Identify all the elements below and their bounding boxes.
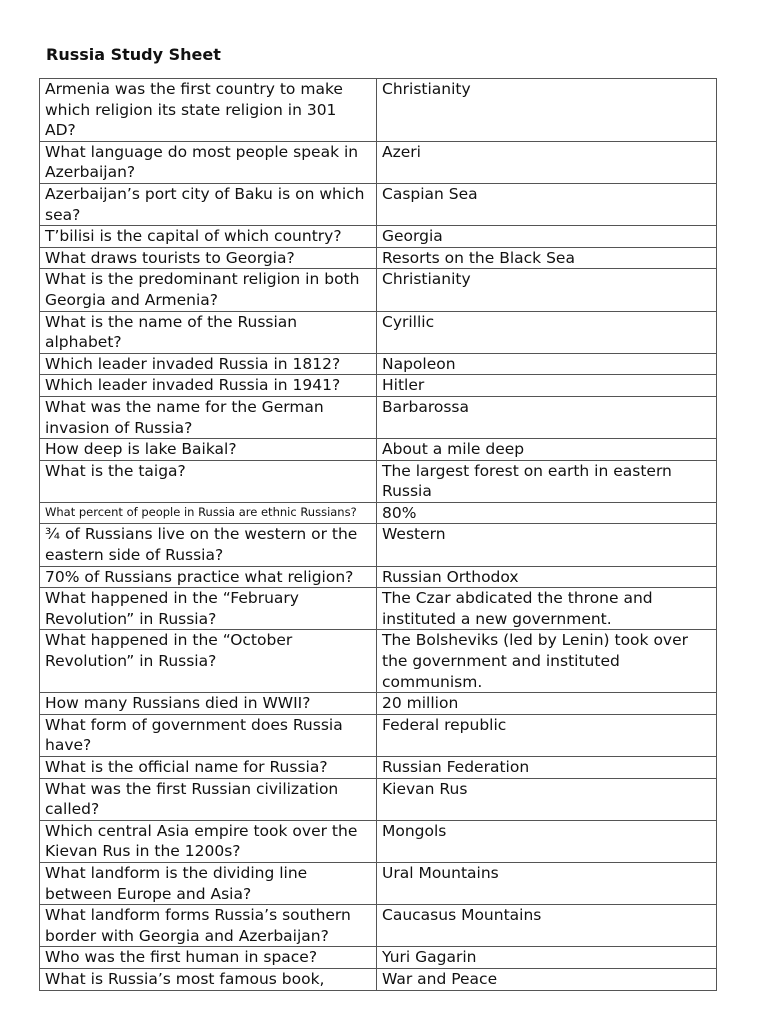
- table-row: [40, 353, 717, 375]
- answer-cell: Caucasus Mountains: [377, 905, 717, 947]
- question-cell: Azerbaijan’s port city of Baku is on which sea?: [40, 183, 377, 225]
- table-row: [40, 79, 717, 142]
- table-row: [40, 968, 717, 990]
- answer-cell: Barbarossa: [377, 396, 717, 438]
- question-cell: How many Russians died in WWII?: [40, 693, 377, 715]
- answer-cell: The largest forest on earth in eastern Russia: [377, 460, 717, 502]
- table-row: [40, 630, 717, 693]
- question-cell: What landform is the dividing line between Europe and Asia?: [40, 862, 377, 904]
- table-row: [40, 460, 717, 502]
- question-cell: What draws tourists to Georgia?: [40, 247, 377, 269]
- question-cell: What form of government does Russia have?: [40, 714, 377, 756]
- table-row: [40, 862, 717, 904]
- question-cell: What landform forms Russia’s southern border with Georgia and Azerbaijan?: [40, 905, 377, 947]
- answer-cell: Ural Mountains: [377, 862, 717, 904]
- study-table-body: [40, 79, 717, 991]
- table-row: [40, 693, 717, 715]
- question-cell: What language do most people speak in Azerbaijan?: [40, 141, 377, 183]
- answer-cell: Christianity: [377, 269, 717, 311]
- question-cell: Which central Asia empire took over the Kievan Rus in the 1200s?: [40, 820, 377, 862]
- page-title: Russia Study Sheet: [46, 45, 221, 64]
- question-cell: What is the predominant religion in both Georgia and Armenia?: [40, 269, 377, 311]
- table-row: [40, 566, 717, 588]
- question-cell: What happened in the “February Revolution” in Russia?: [40, 588, 377, 630]
- table-row: [40, 439, 717, 461]
- table-row: [40, 502, 717, 524]
- table-row: [40, 757, 717, 779]
- answer-cell: Resorts on the Black Sea: [377, 247, 717, 269]
- answer-cell: Western: [377, 524, 717, 566]
- table-row: [40, 269, 717, 311]
- table-row: [40, 311, 717, 353]
- question-cell: What percent of people in Russia are ethnic Russians?: [40, 502, 377, 524]
- table-row: [40, 820, 717, 862]
- answer-cell: Napoleon: [377, 353, 717, 375]
- question-cell: Armenia was the first country to make which religion its state religion in 301 AD?: [40, 79, 377, 142]
- question-cell: How deep is lake Baikal?: [40, 439, 377, 461]
- table-row: [40, 141, 717, 183]
- answer-cell: About a mile deep: [377, 439, 717, 461]
- answer-cell: Kievan Rus: [377, 778, 717, 820]
- question-cell: ¾ of Russians live on the western or the eastern side of Russia?: [40, 524, 377, 566]
- question-cell: What is the name of the Russian alphabet?: [40, 311, 377, 353]
- question-cell: What is the taiga?: [40, 460, 377, 502]
- question-cell: Which leader invaded Russia in 1941?: [40, 375, 377, 397]
- answer-cell: Christianity: [377, 79, 717, 142]
- table-row: [40, 714, 717, 756]
- question-cell: What happened in the “October Revolution” in Russia?: [40, 630, 377, 693]
- answer-cell: Russian Federation: [377, 757, 717, 779]
- question-cell: 70% of Russians practice what religion?: [40, 566, 377, 588]
- answer-cell: Azeri: [377, 141, 717, 183]
- question-cell: T’bilisi is the capital of which country?: [40, 226, 377, 248]
- table-row: [40, 905, 717, 947]
- answer-cell: 80%: [377, 502, 717, 524]
- answer-cell: Federal republic: [377, 714, 717, 756]
- table-row: [40, 588, 717, 630]
- study-table: [39, 78, 717, 991]
- table-row: [40, 226, 717, 248]
- table-row: [40, 947, 717, 969]
- answer-cell: Russian Orthodox: [377, 566, 717, 588]
- question-cell: What was the first Russian civilization called?: [40, 778, 377, 820]
- table-row: [40, 183, 717, 225]
- answer-cell: The Bolsheviks (led by Lenin) took over the government and instituted communism.: [377, 630, 717, 693]
- table-row: [40, 247, 717, 269]
- answer-cell: Hitler: [377, 375, 717, 397]
- table-row: [40, 524, 717, 566]
- table-row: [40, 375, 717, 397]
- answer-cell: 20 million: [377, 693, 717, 715]
- question-cell: What is the official name for Russia?: [40, 757, 377, 779]
- question-cell: Which leader invaded Russia in 1812?: [40, 353, 377, 375]
- answer-cell: The Czar abdicated the throne and instituted a new government.: [377, 588, 717, 630]
- question-cell: What was the name for the German invasion of Russia?: [40, 396, 377, 438]
- table-row: [40, 396, 717, 438]
- table-row: [40, 778, 717, 820]
- answer-cell: Yuri Gagarin: [377, 947, 717, 969]
- answer-cell: Caspian Sea: [377, 183, 717, 225]
- answer-cell: Mongols: [377, 820, 717, 862]
- answer-cell: Georgia: [377, 226, 717, 248]
- answer-cell: Cyrillic: [377, 311, 717, 353]
- question-cell: Who was the first human in space?: [40, 947, 377, 969]
- question-cell: What is Russia’s most famous book,: [40, 968, 377, 990]
- answer-cell: War and Peace: [377, 968, 717, 990]
